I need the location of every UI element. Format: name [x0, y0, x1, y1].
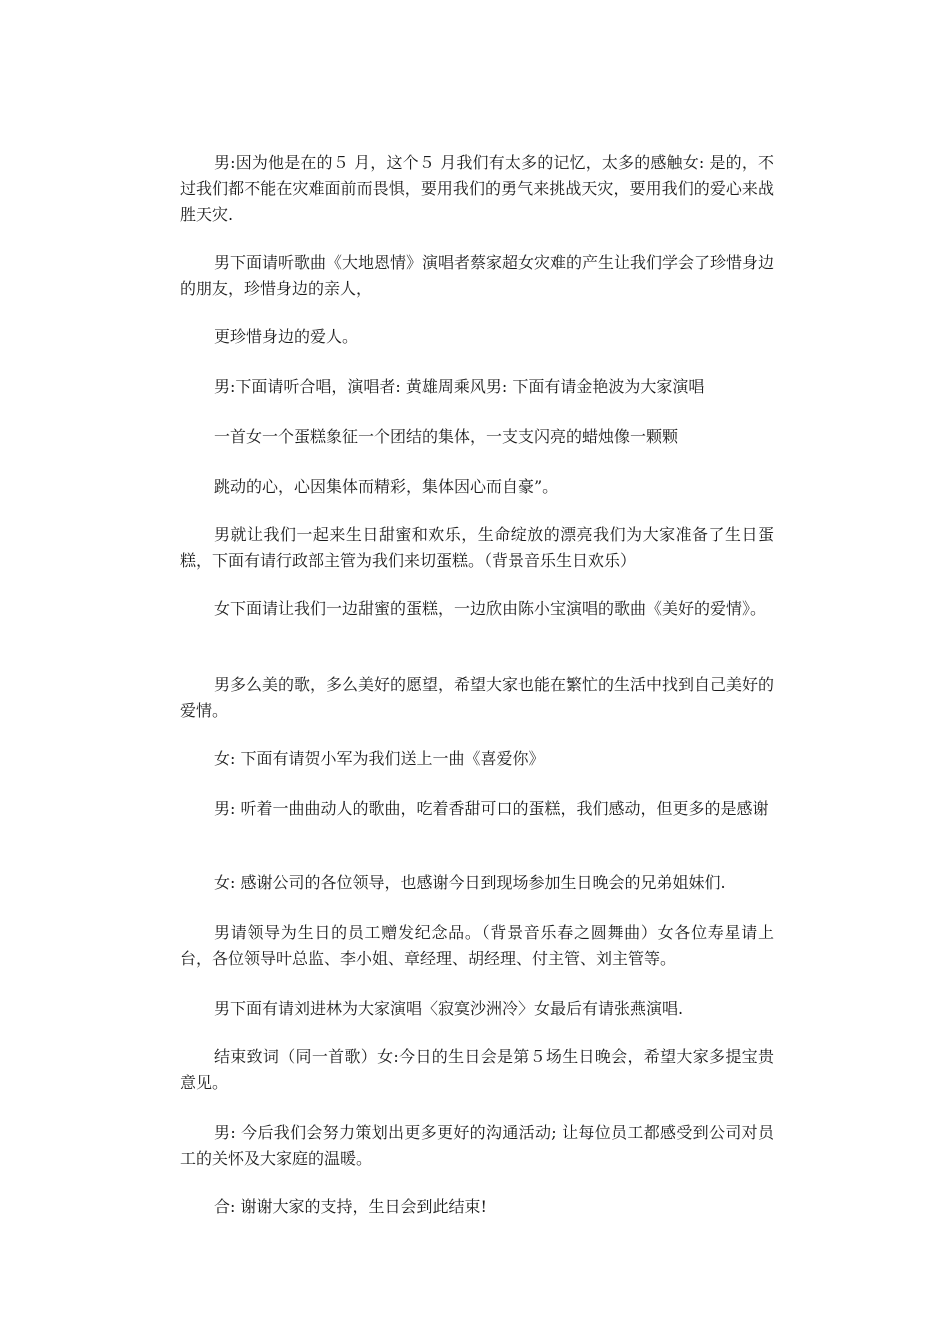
paragraph-8: 女下面请让我们一边甜蜜的蛋糕，一边欣由陈小宝演唱的歌曲《美好的爱情》。: [214, 599, 767, 618]
paragraph-13: 男请领导为生日的员工赠发纪念品。（背景音乐春之圆舞曲）女各位寿星请上台，各位领导叶总监、李小姐、章经理、胡经理、付主管、刘主管等。: [180, 923, 774, 968]
paragraph-17: 合: 谢谢大家的支持，生日会到此结束!: [214, 1197, 487, 1216]
paragraph-6: 跳动的心，心因集体而精彩，集体因心而自豪”。: [214, 477, 559, 496]
paragraph-14: 男下面有请刘进林为大家演唱〈寂寞沙洲冷〉女最后有请张燕演唱.: [214, 999, 684, 1018]
paragraph-11: 男: 听着一曲曲动人的歌曲，吃着香甜可口的蛋糕，我们感动，但更多的是感谢: [214, 799, 769, 818]
paragraph-12: 女: 感谢公司的各位领导，也感谢今日到现场参加生日晚会的兄弟姐妹们.: [214, 873, 726, 892]
paragraph-4: 男:下面请听合唱，演唱者: 黄雄周乘风男: 下面有请金艳波为大家演唱: [214, 377, 705, 396]
paragraph-10: 女: 下面有请贺小军为我们送上一曲《喜爱你》: [214, 749, 545, 768]
paragraph-2: 男下面请听歌曲《大地恩情》演唱者蔡家超女灾难的产生让我们学会了珍惜身边的朋友，珍惜身边的亲人，: [180, 253, 775, 298]
paragraph-3: 更珍惜身边的爱人。: [214, 327, 359, 346]
paragraph-15: 结束致词（同一首歌）女:今日的生日会是第５场生日晚会，希望大家多提宝贵意见。: [180, 1047, 774, 1092]
paragraph-1: 男:因为他是在的５ 月，这个５ 月我们有太多的记忆，太多的感触女: 是的，不过我们都不能在灾难面前而畏惧，要用我们的勇气来挑战天灾，要用我们的爱心来战胜天灾.: [180, 153, 774, 224]
paragraph-5: 一首女一个蛋糕象征一个团结的集体，一支支闪亮的蜡烛像一颗颗: [214, 427, 679, 446]
paragraph-16: 男: 今后我们会努力策划出更多更好的沟通活动; 让每位员工都感受到公司对员工的关怀及大家庭的温暖。: [180, 1123, 774, 1168]
paragraph-7: 男就让我们一起来生日甜蜜和欢乐，生命绽放的漂亮我们为大家准备了生日蛋糕，下面有请行政部主管为我们来切蛋糕。（背景音乐生日欢乐）: [180, 525, 774, 570]
paragraph-9: 男多么美的歌，多么美好的愿望，希望大家也能在繁忙的生活中找到自己美好的爱情。: [180, 675, 775, 720]
